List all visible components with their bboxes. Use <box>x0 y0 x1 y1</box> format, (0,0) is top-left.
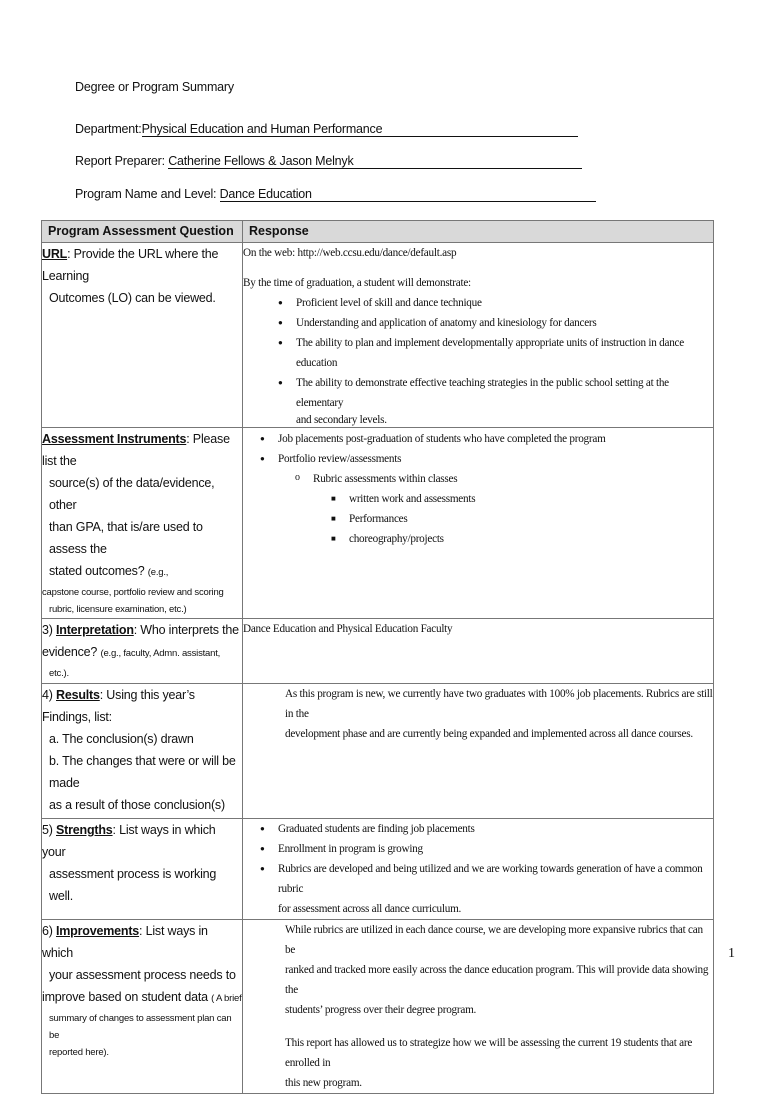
list-item: ● The ability to plan and implement developmentally appropriate units of instruction in dance education <box>296 333 713 373</box>
question-text: assessment process is working well. <box>49 867 217 903</box>
table-row <box>42 428 714 619</box>
response-web-url: On the web: http://web.ccsu.edu/dance/default.asp <box>243 247 457 259</box>
question-cell: 3) Interpretation: Who interprets the evidence? (e.g., faculty, Admn. assistant, etc.). <box>42 619 243 684</box>
list-item: ● The ability to demonstrate effective teaching strategies in the public school setting at the elementary <box>296 373 713 413</box>
list-item: ■ Performances <box>349 509 713 529</box>
question-text: evidence? (e.g., faculty, Admn. assistant, <box>42 645 221 659</box>
question-note: rubric, licensure examination, etc.) <box>49 604 187 615</box>
question-note: capstone course, portfolio review and scoring <box>42 587 224 598</box>
question-text: a. The conclusion(s) drawn <box>49 732 194 746</box>
question-text: source(s) of the data/evidence, other <box>49 476 215 512</box>
question-text: : List ways in which <box>42 924 208 960</box>
list-item: ● Portfolio review/assessments <box>278 449 713 469</box>
question-cell: 6) Improvements: List ways in which your assessment process needs to improve based on student data ( A brief summary of changes to assessment plan can be reported here). <box>42 920 243 1094</box>
question-text: than GPA, that is/are used to assess the <box>49 520 203 556</box>
program-value: Dance Education <box>220 187 596 202</box>
question-text: : Please list the <box>42 432 230 468</box>
page-number: 1 <box>728 946 735 961</box>
response-cell <box>243 819 714 920</box>
response-text: While rubrics are utilized in each dance course, we are developing more expansive rubrics that can be <box>285 924 703 956</box>
question-text: : Provide the URL where the Learning <box>42 247 219 283</box>
question-title: Strengths <box>56 823 113 837</box>
response-cell <box>243 243 714 428</box>
list-item-continuation: and secondary levels. <box>296 414 387 426</box>
list-item: ● Graduated students are finding job placements <box>278 819 713 839</box>
question-cell: 4) Results: Using this year’s Findings, list: a. The conclusion(s) drawn b. The changes that were or will be made as a result of those conclusion(s) <box>42 684 243 819</box>
table-row <box>42 619 714 684</box>
list-item: ■ choreography/projects <box>349 529 713 549</box>
response-text: This report has allowed us to strategize how we will be assessing the current 19 students that are enrolled in <box>285 1037 693 1069</box>
list-item: ● Enrollment in program is growing <box>278 839 713 859</box>
response-cell <box>243 619 714 684</box>
list-item: ● Rubrics are developed and being utilized and we are working towards generation of have a common rubric <box>278 859 713 899</box>
response-text: this new program. <box>285 1077 362 1089</box>
question-title: Interpretation <box>56 623 134 637</box>
sub-sub-list <box>243 489 713 549</box>
response-text: As this program is new, we currently have two graduates with 100% job placements. Rubrics are still in the <box>285 688 713 720</box>
question-title: URL <box>42 247 68 261</box>
list-item: ● Understanding and application of anatomy and kinesiology for dancers <box>296 313 713 333</box>
department-value: Physical Education and Human Performance <box>142 122 578 137</box>
response-cell <box>243 428 714 619</box>
list-item: ● Job placements post-graduation of students who have completed the program <box>278 429 713 449</box>
sub-list <box>243 469 713 489</box>
question-title: Assessment Instruments <box>42 432 187 446</box>
response-text: Dance Education and Physical Education Faculty <box>243 623 453 635</box>
question-cell <box>42 243 243 428</box>
question-text: improve based on student data ( A brief <box>42 990 242 1004</box>
question-note: reported here). <box>49 1047 109 1058</box>
column-header-question: Program Assessment Question <box>42 221 243 243</box>
preparer-label: Report Preparer: <box>75 154 165 168</box>
outcome-list <box>243 293 713 427</box>
response-text: ranked and tracked more easily across the dance education program. This will provide data showing the <box>285 964 709 996</box>
question-text: : Using this year’s Findings, list: <box>42 688 195 724</box>
response-cell <box>243 920 714 1094</box>
department-label: Department: <box>75 122 142 136</box>
list-item-continuation: for assessment across all dance curriculum. <box>278 903 462 915</box>
response-cell <box>243 684 714 819</box>
program-line <box>75 187 596 202</box>
table-header-row <box>42 221 714 243</box>
response-text: students’ progress over their degree program. <box>285 1004 477 1016</box>
preparer-value: Catherine Fellows & Jason Melnyk <box>168 154 582 169</box>
question-cell <box>42 428 243 619</box>
question-text: Outcomes (LO) can be viewed. <box>49 291 216 305</box>
assessment-table <box>41 220 714 1094</box>
department-line <box>75 122 578 137</box>
question-title: Improvements <box>56 924 140 938</box>
column-header-response: Response <box>243 221 714 243</box>
table-row <box>42 819 714 920</box>
table-row <box>42 920 714 1094</box>
question-note: summary of changes to assessment plan can be <box>49 1013 232 1041</box>
strength-list <box>243 819 713 919</box>
question-cell: 5) Strengths: List ways in which your assessment process is working well. <box>42 819 243 920</box>
question-text: : Who interprets the <box>133 623 239 637</box>
program-label: Program Name and Level: <box>75 187 217 201</box>
response-text: development phase and are currently being expanded and implemented across all dance courses. <box>285 728 693 740</box>
list-item: ■ written work and assessments <box>349 489 713 509</box>
question-title: Results <box>56 688 100 702</box>
table-row <box>42 684 714 819</box>
question-text: as a result of those conclusion(s) <box>49 798 225 812</box>
question-text: b. The changes that were or will be made <box>49 754 236 790</box>
question-text: your assessment process needs to <box>49 968 236 982</box>
response-intro: By the time of graduation, a student will demonstrate: <box>243 277 471 289</box>
instrument-list <box>243 429 713 469</box>
question-note: etc.). <box>49 668 69 679</box>
summary-title: Degree or Program Summary <box>75 80 234 94</box>
question-text: stated outcomes? (e.g., <box>49 564 169 578</box>
list-item: o Rubric assessments within classes <box>313 469 713 489</box>
preparer-line <box>75 154 582 169</box>
list-item: ● Proficient level of skill and dance technique <box>296 293 713 313</box>
question-text: : List ways in which your <box>42 823 216 859</box>
table-row <box>42 243 714 428</box>
